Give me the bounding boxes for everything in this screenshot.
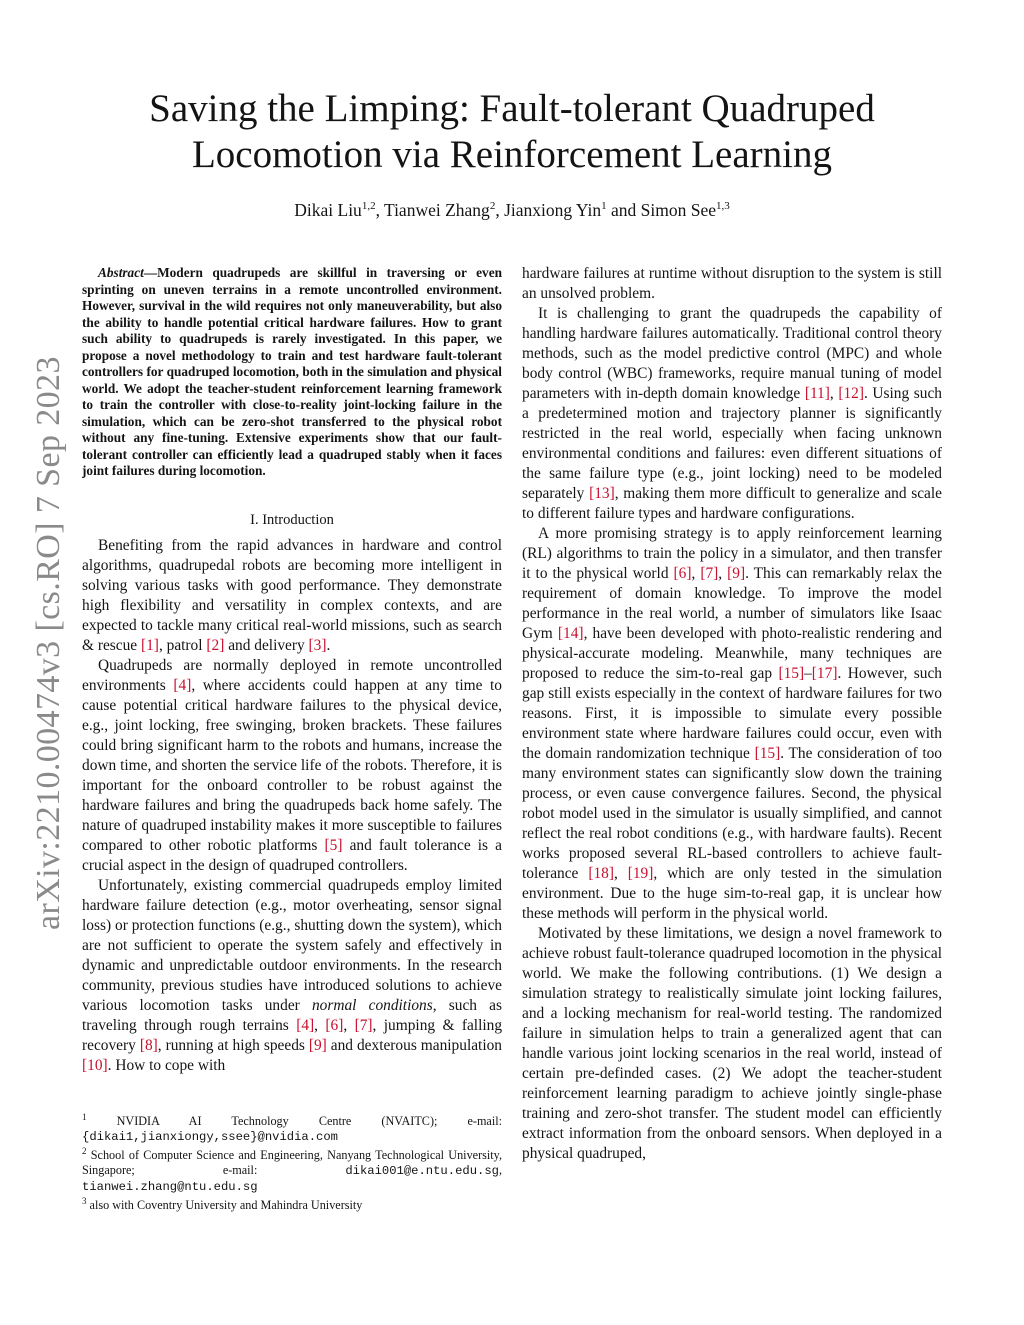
citation-link[interactable]: [8] <box>139 1037 158 1054</box>
author-4: and Simon See <box>606 200 716 220</box>
citation-link[interactable]: [10] <box>82 1057 108 1074</box>
citation-link[interactable]: [2] <box>206 637 225 654</box>
title-line-1: Saving the Limping: Fault-tolerant Quadruped <box>149 87 875 130</box>
section-heading: I. Introduction <box>250 512 334 528</box>
citation-link[interactable]: [15] <box>778 665 805 682</box>
intro-paragraph-1: Benefiting from the rapid advances in hardware and control algorithms, quadrupedal robots are becoming more intelligent in solving various tasks with good performance. They demonstrate high flexibility and versatility in complex contexts, and are expected to tackle many critical real-world missions, such as search & rescue [1], patrol [2] and delivery [3]. <box>82 537 502 654</box>
citation-link[interactable]: [7] <box>354 1017 373 1034</box>
citation-link[interactable]: [4] <box>296 1017 315 1034</box>
author-1-affil: 1,2 <box>361 200 376 213</box>
citation-link[interactable]: [17] <box>811 665 838 682</box>
citation-link[interactable]: [14] <box>557 625 584 642</box>
citation-link[interactable]: [1] <box>140 637 159 654</box>
intro-paragraph-4: It is challenging to grant the quadrupeds the capability of handling hardware failures automatically. Traditional control theory methods, such as the model predictive control (MPC) and whole body control (WBC) frameworks, require manual tuning of model parameters with in-depth domain knowledge [11], [12]. Using such a predetermined motion and trajectory planner is significantly restricted in the real world, especially when facing unknown environmental conditions and failures: even different situations of the same failure type (e.g., joint locking) need to be modeled separately [13], making them more difficult to generalize and scale to different failure types and hardware configurations. <box>522 305 942 522</box>
left-column-body <box>82 536 502 1076</box>
author-2-affil: 2 <box>489 200 496 213</box>
arxiv-identifier: arXiv:2210.00474v3 [cs.RO] 7 Sep 2023 <box>30 356 67 930</box>
email-link[interactable]: dikai001@e.ntu.edu.sg <box>345 1163 499 1178</box>
abstract-label: Abstract <box>98 265 144 280</box>
footnote-1: $^1$ NVIDIA AI Technology Centre (NVAITC); e-mail: {dikai1,jianxiongy,ssee}@nvidia.com <box>82 1112 502 1144</box>
author-1: Dikai Liu <box>294 200 362 220</box>
intro-paragraph-3: Unfortunately, existing commercial quadrupeds employ limited hardware failure detection (e.g., motor overheating, sensor signal loss) or protection functions (e.g., shutting down the system), which are not sufficient to operate the system safely and effectively in dynamic and unpredictable outdoor environments. In the research community, previous studies have introduced solutions to achieve various locomotion tasks under normal conditions, such as traveling through rough terrains [4], [6], [7], jumping & falling recovery [8], running at high speeds [9] and dexterous manipulation [10]. How to cope with <box>82 877 503 1074</box>
citation-link[interactable]: [13] <box>589 485 615 502</box>
abstract <box>82 265 502 480</box>
abstract-text: —Modern quadrupeds are skillful in traversing or even sprinting on uneven terrains in a remote uncontrolled environment. However, survival in the wild requires not only maneuverability, but also the ability to handle potential critical hardware failures. How to grant such ability to quadrupeds is rarely investigated. In this paper, we propose a novel methodology to train and test hardware fault-tolerant controllers for quadruped locomotion, both in the simulation and physical world. We adopt the teacher-student reinforcement learning framework to train the controller with close-to-reality joint-locking failure in the simulation, which can be zero-shot transferred to the physical robot without any fine-tuning. Extensive experiments show that our fault-tolerant controller can efficiently lead a quadruped stably when it faces joint failures during locomotion. <box>82 265 502 478</box>
footnotes <box>82 1110 502 1213</box>
citation-link[interactable]: [9] <box>727 565 746 582</box>
citation-link[interactable]: [18] <box>588 865 614 882</box>
citation-link[interactable]: [3] <box>308 637 327 654</box>
author-2: , Tianwei Zhang <box>375 200 490 220</box>
author-3: , Jianxiong Yin <box>495 200 602 220</box>
citation-link[interactable]: [11] <box>804 385 830 402</box>
intro-paragraph-2: Quadrupeds are normally deployed in remote uncontrolled environments [4], where accidents could happen at any time to cause potential critical hardware failures to the physical device, e.g., joint locking, free swinging, broken brackets. These failures could bring significant harm to the robots and humans, increase the down time, and shorten the service life of the robots. Therefore, it is important for the onboard controller to be robust against the hardware failures and bring the quadrupeds back home safely. The nature of quadruped instability makes it more susceptible to failures compared to other robotic platforms [5] and fault tolerance is a crucial aspect in the design of quadruped controllers. <box>82 657 503 874</box>
email-link[interactable]: {dikai1,jianxiongy,ssee}@nvidia.com <box>82 1129 338 1144</box>
paper-title <box>60 86 964 178</box>
title-line-2: Locomotion via Reinforcement Learning <box>191 133 833 176</box>
footnote-2: $^2$ School of Computer Science and Engineering, Nanyang Technological University, Singapore; e-mail: dikai001@e.ntu.edu.sg, tianwei.zhang@ntu.edu.sg <box>82 1146 502 1194</box>
citation-link[interactable]: [12] <box>838 385 864 402</box>
footnote-3: $^3$ also with Coventry University and Mahindra University <box>82 1196 363 1213</box>
citation-link[interactable]: [15] <box>754 745 781 762</box>
continued-paragraph: hardware failures at runtime without disruption to the system is still an unsolved problem. <box>522 265 942 302</box>
author-3-affil: 1 <box>601 200 607 213</box>
intro-paragraph-5: A more promising strategy is to apply reinforcement learning (RL) algorithms to train the policy in a simulator, and then transfer it to the physical world [6], [7], [9]. This can remarkably relax the requirement of domain knowledge. To improve the model performance in the real world, a number of simulators like Isaac Gym [14], have been developed with photo-realistic rendering and physical-accurate modeling. Meanwhile, many techniques are proposed to reduce the sim-to-real gap [15]–[17]. However, such gap still exists especially in the context of hardware failures for two reasons. First, it is impossible to simulate every possible environment state where hardware failures could occur, even with the domain randomization technique [15]. The consideration of too many environment states can significantly slow down the training process, or even cause convergence failures. Second, the physical robot model used in the simulator is usually simplified, and cannot reflect the real robot conditions (e.g., with hardware faults). Recent works proposed several RL-based controllers to achieve fault-tolerance [18], [19], which are only tested in the simulation environment. Due to the huge sim-to-real gap, it is unclear how these methods will perform in the physical world. <box>522 525 943 922</box>
citation-link[interactable]: [19] <box>627 865 654 882</box>
email-link[interactable]: tianwei.zhang@ntu.edu.sg <box>82 1179 258 1194</box>
citation-link[interactable]: [7] <box>700 565 719 582</box>
intro-paragraph-6: Motivated by these limitations, we design a novel framework to achieve robust fault-tolerance quadruped locomotion in the physical world. We make the following contributions. (1) We design a simulation strategy to realistically simulate joint locking failures, and a locking mechanism for real-world testing. The randomized failure in simulation helps to train a generalized agent that can handle various joint locking scenarios in the real world, instead of certain pre-definded cases. (2) We adopt the teacher-student reinforcement learning paradigm to achieve jointly single-phase training and zero-shot transfer. The student model can efficiently extract information from the onboard sensors. When deployed in a physical quadruped, <box>522 925 942 1162</box>
citation-link[interactable]: [6] <box>325 1017 344 1034</box>
citation-link[interactable]: [5] <box>324 837 343 854</box>
author-list <box>60 200 964 221</box>
citation-link[interactable]: [9] <box>308 1037 327 1054</box>
right-column-body <box>522 264 942 1164</box>
citation-link[interactable]: [4] <box>173 677 192 694</box>
author-4-affil: 1,3 <box>716 200 730 213</box>
citation-link[interactable]: [6] <box>673 565 692 582</box>
